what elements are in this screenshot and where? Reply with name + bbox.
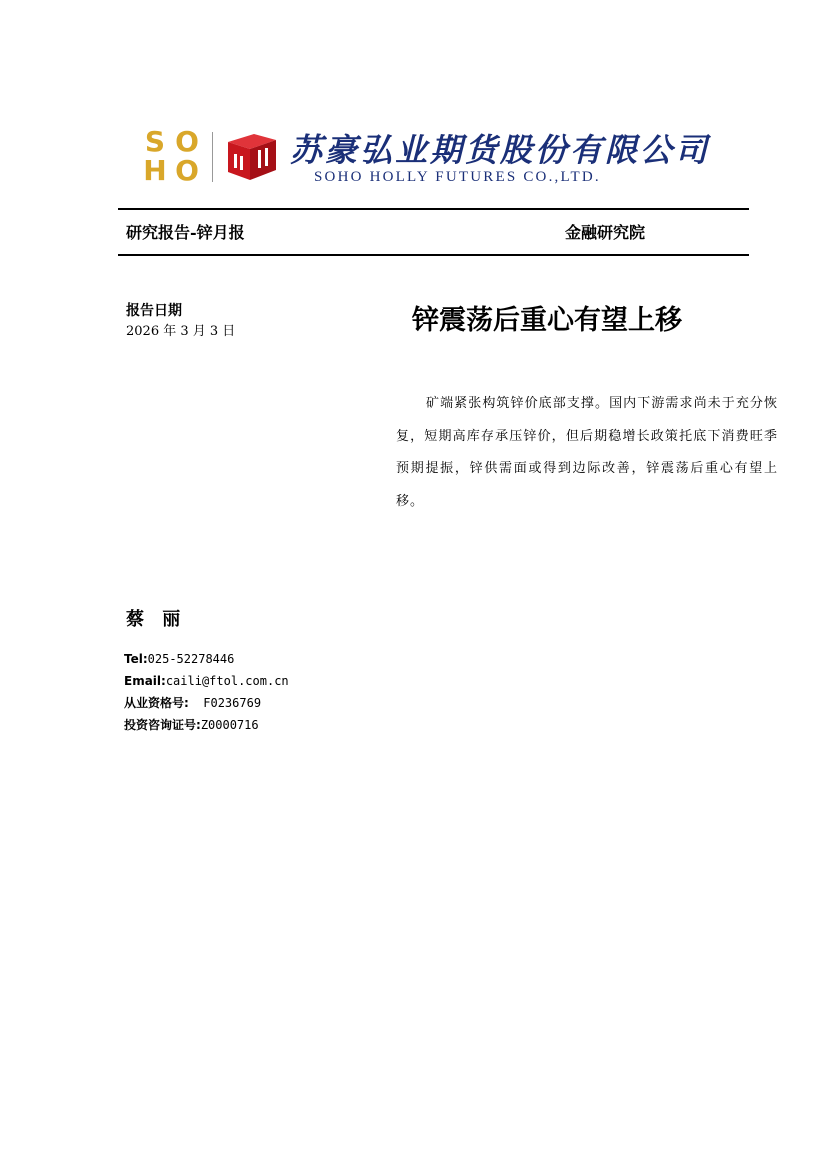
company-name-cn: 苏豪弘业期货股份有限公司 (290, 131, 711, 169)
contact-advisory-value: Z0000716 (200, 718, 259, 732)
contact-advisory-label: 投资咨询证号: (124, 718, 201, 732)
logo-letter-o2: O (175, 154, 199, 187)
report-date-value: 2026 年 3 月 3 日 (126, 324, 236, 339)
analyst-name: 蔡 丽 (126, 609, 187, 630)
contact-email (124, 673, 289, 690)
report-date-label: 报告日期 (126, 303, 182, 319)
contact-email-label: Email: (124, 674, 166, 688)
institute-name: 金融研究院 (565, 223, 646, 242)
report-type: 研究报告-锌月报 (126, 223, 245, 242)
contact-email-value[interactable]: caili@ftol.com.cn (165, 674, 289, 688)
contact-license (124, 695, 261, 712)
company-name-en: SOHO HOLLY FUTURES CO.,LTD. (314, 169, 601, 185)
logo-letter-o1: O (175, 125, 199, 158)
contact-tel (124, 651, 234, 668)
box-logo-icon (224, 132, 278, 182)
header-rule-bottom (118, 254, 749, 256)
contact-advisory-cert (124, 717, 259, 734)
report-summary: 矿端紧张构筑锌价底部支撑。国内下游需求尚未于充分恢复，短期高库存承压锌价，但后期稳增长政策托底下消费旺季预期提振，锌供需面或得到边际改善，锌震荡后重心有望上移。 (396, 396, 778, 509)
logo-letter-h: H (143, 154, 167, 187)
soho-logo-mark (140, 125, 204, 187)
contact-license-value: F0236769 (188, 696, 262, 710)
report-title: 锌震荡后重心有望上移 (412, 305, 682, 336)
contact-tel-value: 025-52278446 (147, 652, 235, 666)
logo-divider (212, 132, 213, 182)
header-rule-top (118, 208, 749, 210)
contact-tel-label: Tel: (124, 652, 148, 666)
contact-license-label: 从业资格号: (124, 696, 189, 710)
logo-letter-s: S (144, 125, 166, 158)
